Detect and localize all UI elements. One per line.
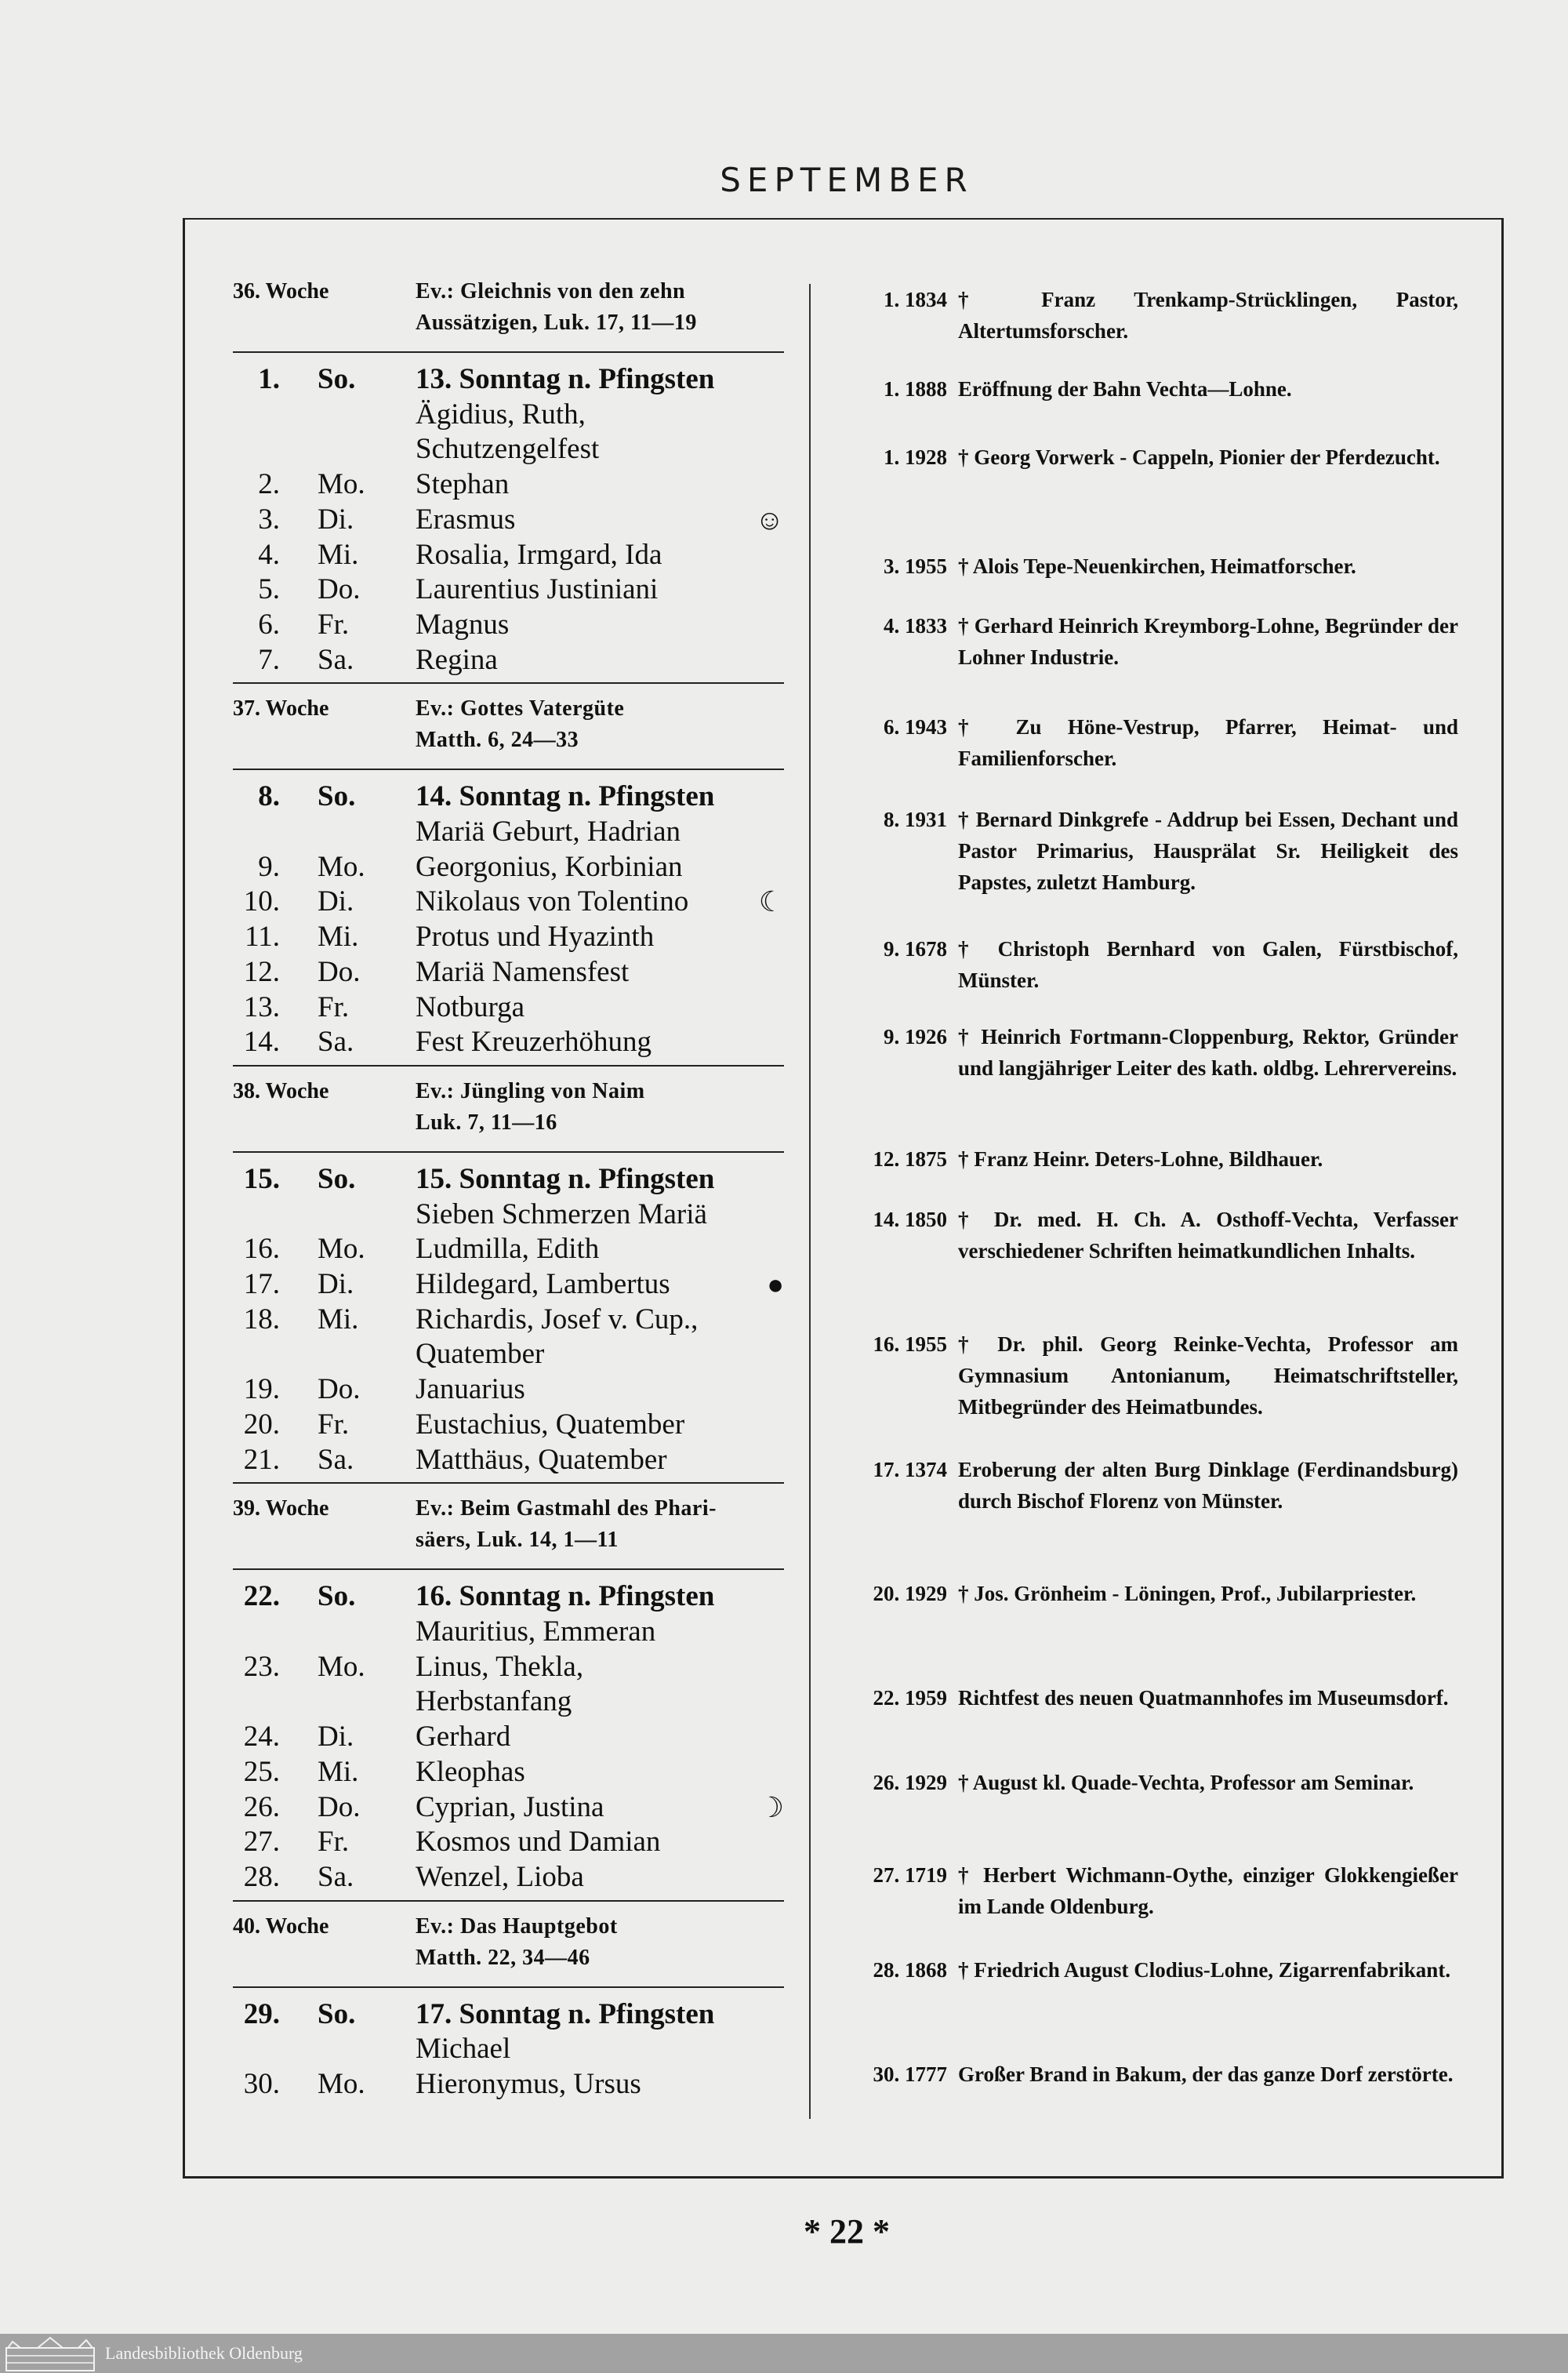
event-entry — [855, 804, 1458, 898]
day-number: 22. — [243, 1580, 280, 1613]
day-number: 23. — [243, 1650, 280, 1683]
saint-name: Mariä Namensfest — [416, 955, 630, 988]
event-entry — [855, 1021, 1458, 1084]
saint-name: Matthäus, Quatember — [416, 1443, 667, 1476]
weekday: Sa. — [318, 1443, 354, 1476]
saint-name: Eustachius, Quatember — [416, 1408, 685, 1441]
library-building-logo — [5, 2335, 96, 2371]
day-number: 25. — [243, 1755, 280, 1788]
week-label: 39. Woche — [233, 1496, 329, 1521]
day-number: 8. — [258, 780, 280, 813]
saint-name: Fest Kreuzerhöhung — [416, 1026, 652, 1059]
day-number: 19. — [243, 1373, 280, 1406]
weekday: Di. — [318, 503, 354, 536]
day-row — [233, 1860, 784, 1895]
day-row — [233, 990, 784, 1026]
weekday: Mo. — [318, 1233, 365, 1266]
saint-name: Cyprian, Justina — [416, 1790, 604, 1823]
event-text: † Jos. Grönheim - Löningen, Prof., Jubilarpriester. — [958, 1582, 1417, 1605]
section-rule — [233, 682, 784, 684]
event-text: † Gerhard Heinrich Kreymborg-Lohne, Begründer der Lohner Industrie. — [958, 614, 1458, 669]
saint-name: Richardis, Josef v. Cup., — [416, 1303, 699, 1335]
weekday: So. — [318, 1162, 356, 1195]
day-row — [233, 1025, 784, 1060]
section-rule — [233, 1151, 784, 1153]
day-row — [233, 850, 784, 885]
event-text: Eroberung der alten Burg Dinklage (Ferdinandsburg) durch Bischof Florenz von Münster. — [958, 1458, 1458, 1513]
day-number: 24. — [243, 1721, 280, 1753]
event-text: † Dr. phil. Georg Reinke-Vechta, Professor am Gymnasium Antonianum, Heimatschriftsteller, Mitbegründer des Heimatbundes. — [958, 1332, 1458, 1419]
library-footer-bar — [0, 2334, 1568, 2373]
week-label: 37. Woche — [233, 696, 329, 721]
weekday: Sa. — [318, 643, 354, 676]
weekday: Mi. — [318, 1303, 359, 1335]
day-number: 14. — [243, 1026, 280, 1059]
event-date: 8. 1931 — [884, 808, 947, 831]
gospel-reading — [416, 1076, 784, 1139]
day-number: 12. — [243, 955, 280, 988]
day-row — [233, 503, 784, 538]
day-number: 11. — [245, 921, 280, 954]
weekday: Mo. — [318, 468, 365, 501]
weekday: Mi. — [318, 538, 359, 571]
section-rule — [233, 769, 784, 770]
gospel-line: Luk. 7, 11—16 — [416, 1110, 557, 1135]
saint-name: Kosmos und Damian — [416, 1826, 661, 1859]
weekday: Fr. — [318, 608, 350, 641]
event-entry — [855, 1328, 1458, 1423]
day-number: 6. — [258, 608, 280, 641]
gospel-line: Ev.: Das Hauptgebot — [416, 1913, 618, 1939]
event-date: 4. 1833 — [884, 614, 947, 638]
week-header — [233, 1076, 784, 1147]
weekday: Do. — [318, 1790, 361, 1823]
event-date: 16. 1955 — [873, 1332, 947, 1356]
day-number: 17. — [243, 1268, 280, 1301]
saint-name: Linus, Thekla, — [416, 1650, 584, 1683]
day-row — [233, 2067, 784, 2102]
week-header — [233, 693, 784, 764]
saint-name: Nikolaus von Tolentino — [416, 885, 689, 918]
day-number: 27. — [243, 1826, 280, 1859]
section-rule — [233, 1482, 784, 1484]
gospel-line: Ev.: Gottes Vatergüte — [416, 696, 625, 721]
weekday: Do. — [318, 1373, 361, 1406]
day-number: 18. — [243, 1303, 280, 1335]
week-label: 38. Woche — [233, 1078, 329, 1103]
saint-name: Gerhard — [416, 1721, 511, 1753]
event-date: 12. 1875 — [873, 1147, 947, 1171]
saint-name: Georgonius, Korbinian — [416, 850, 683, 883]
day-number: 3. — [258, 503, 280, 536]
saint-name-continued: Michael — [416, 2033, 511, 2066]
gospel-line: Ev.: Beim Gastmahl des Phari- — [416, 1496, 717, 1521]
saint-name: Notburga — [416, 990, 525, 1023]
event-entry — [855, 551, 1458, 582]
event-text: † Herbert Wichmann-Oythe, einziger Glokkengießer im Lande Oldenburg. — [958, 1863, 1458, 1918]
day-number: 28. — [243, 1860, 280, 1893]
saint-name: 17. Sonntag n. Pfingsten — [416, 1997, 715, 2030]
saint-name-continued: Mariä Geburt, Hadrian — [416, 816, 681, 849]
day-row — [233, 885, 784, 920]
event-text: † Dr. med. H. Ch. A. Osthoff-Vechta, Verfasser verschiedener Schriften heimatkundlichen Inhalts. — [958, 1208, 1458, 1263]
day-row — [233, 1755, 784, 1790]
saint-name: Erasmus — [416, 503, 516, 536]
saint-name: Rosalia, Irmgard, Ida — [416, 538, 662, 571]
gospel-reading — [416, 693, 784, 756]
event-text: † August kl. Quade-Vechta, Professor am Seminar. — [958, 1771, 1414, 1794]
day-row — [233, 362, 784, 398]
saint-name-continued: Quatember — [416, 1338, 545, 1371]
week-header — [233, 276, 784, 347]
weekday: Fr. — [318, 1408, 350, 1441]
weekday: Fr. — [318, 990, 350, 1023]
weekday: Sa. — [318, 1026, 354, 1059]
event-text: † Zu Höne-Vestrup, Pfarrer, Heimat- und Familienforscher. — [958, 715, 1458, 770]
day-row — [233, 1372, 784, 1408]
event-entry — [855, 1954, 1458, 1986]
gospel-line: Matth. 22, 34—46 — [416, 1945, 590, 1970]
event-entry — [855, 2059, 1458, 2090]
event-text: Richtfest des neuen Quatmannhofes im Museumsdorf. — [958, 1686, 1449, 1710]
day-number: 2. — [258, 468, 280, 501]
event-date: 9. 1926 — [884, 1025, 947, 1048]
weekday: Di. — [318, 1268, 354, 1301]
saint-name: 16. Sonntag n. Pfingsten — [416, 1580, 715, 1613]
day-row — [233, 1790, 784, 1826]
page-number: * 22 * — [804, 2212, 890, 2251]
event-text: Eröffnung der Bahn Vechta—Lohne. — [958, 377, 1292, 401]
event-entry — [855, 442, 1458, 473]
gospel-line: Matth. 6, 24—33 — [416, 728, 579, 753]
day-number: 21. — [243, 1443, 280, 1476]
event-entry — [855, 1204, 1458, 1266]
saint-name: Hildegard, Lambertus — [416, 1268, 670, 1301]
day-row — [233, 467, 784, 503]
weekday: So. — [318, 780, 356, 813]
day-row — [233, 1303, 784, 1338]
week-header — [233, 1493, 784, 1564]
weekday: Fr. — [318, 1826, 350, 1859]
event-entry — [855, 1143, 1458, 1175]
day-row — [233, 920, 784, 955]
event-date: 17. 1374 — [873, 1458, 947, 1481]
month-title: SEPTEMBER — [720, 161, 974, 199]
event-text: † Heinrich Fortmann-Cloppenburg, Rektor, Gründer und langjähriger Leiter des kath. oldbg. Lehrervereins. — [958, 1025, 1458, 1080]
saint-name: Stephan — [416, 468, 510, 501]
gospel-line: Aussätzigen, Luk. 17, 11—19 — [416, 311, 697, 335]
last-quarter-moon-icon: ☾ — [758, 886, 784, 918]
gospel-reading — [416, 276, 784, 339]
saint-name-continued: Schutzengelfest — [416, 433, 600, 466]
saint-name-continued: Sieben Schmerzen Mariä — [416, 1197, 707, 1230]
event-text: † Georg Vorwerk - Cappeln, Pionier der Pferdezucht. — [958, 445, 1440, 469]
day-row — [233, 1997, 784, 2033]
section-rule — [233, 1986, 784, 1988]
day-number: 9. — [258, 850, 280, 883]
weekday: Di. — [318, 1721, 354, 1753]
saint-name: Wenzel, Lioba — [416, 1860, 584, 1893]
saint-name: Regina — [416, 643, 498, 676]
event-entry — [855, 711, 1458, 774]
day-number: 10. — [243, 885, 280, 918]
day-number: 15. — [243, 1162, 280, 1195]
calendar-days-column — [233, 276, 784, 2102]
column-divider — [809, 284, 811, 2119]
event-entry — [855, 1578, 1458, 1609]
gospel-line: Ev.: Jüngling von Naim — [416, 1078, 645, 1103]
saint-name: Protus und Hyazinth — [416, 921, 655, 954]
event-text: † Christoph Bernhard von Galen, Fürstbischof, Münster. — [958, 937, 1458, 992]
event-date: 27. 1719 — [873, 1863, 947, 1887]
event-text: † Friedrich August Clodius-Lohne, Zigarrenfabrikant. — [958, 1958, 1451, 1982]
event-date: 28. 1868 — [873, 1958, 947, 1982]
event-entry — [855, 1682, 1458, 1713]
event-date: 3. 1955 — [884, 554, 947, 578]
event-text: † Alois Tepe-Neuenkirchen, Heimatforscher. — [958, 554, 1356, 578]
day-row — [233, 1162, 784, 1197]
day-number: 1. — [258, 363, 280, 395]
day-number: 16. — [243, 1233, 280, 1266]
event-date: 30. 1777 — [873, 2062, 947, 2086]
event-entry — [855, 284, 1458, 347]
day-row — [233, 955, 784, 990]
saint-name: Januarius — [416, 1373, 525, 1406]
saint-name: 14. Sonntag n. Pfingsten — [416, 780, 715, 813]
event-entry — [855, 610, 1458, 673]
day-number: 13. — [243, 990, 280, 1023]
weekday: So. — [318, 363, 356, 395]
week-label: 40. Woche — [233, 1913, 329, 1939]
day-row — [233, 1720, 784, 1755]
day-number: 4. — [258, 538, 280, 571]
event-date: 9. 1678 — [884, 937, 947, 961]
day-row — [233, 1408, 784, 1443]
weekday: So. — [318, 1580, 356, 1613]
weekday: Mo. — [318, 2068, 365, 2101]
saint-name-continued: Ägidius, Ruth, — [416, 398, 586, 431]
new-moon-icon: ● — [767, 1269, 784, 1301]
weekday: Mo. — [318, 850, 365, 883]
day-number: 29. — [243, 1997, 280, 2030]
saint-name: 15. Sonntag n. Pfingsten — [416, 1162, 715, 1195]
week-label: 36. Woche — [233, 279, 329, 303]
saint-name: Hieronymus, Ursus — [416, 2068, 641, 2101]
gospel-line: säers, Luk. 14, 1—11 — [416, 1528, 619, 1553]
event-date: 1. 1834 — [884, 288, 947, 311]
day-row — [233, 608, 784, 643]
day-number: 7. — [258, 643, 280, 676]
library-name: Landesbibliothek Oldenburg — [105, 2343, 303, 2363]
event-date: 1. 1888 — [884, 377, 947, 401]
weekday: Di. — [318, 885, 354, 918]
weekday: Mi. — [318, 921, 359, 954]
section-rule — [233, 1900, 784, 1902]
full-moon-icon: ☺ — [755, 503, 784, 536]
weekday: Do. — [318, 955, 361, 988]
gospel-reading — [416, 1493, 784, 1556]
gospel-reading — [416, 1911, 784, 1974]
day-number: 26. — [243, 1790, 280, 1823]
day-row — [233, 1443, 784, 1478]
event-entry — [855, 933, 1458, 996]
event-text: † Franz Heinr. Deters-Lohne, Bildhauer. — [958, 1147, 1323, 1171]
day-number: 30. — [243, 2068, 280, 2101]
event-text: † Franz Trenkamp-Strücklingen, Pastor, Altertumsforscher. — [958, 288, 1458, 343]
saint-name-continued: Herbstanfang — [416, 1685, 572, 1718]
day-row — [233, 643, 784, 678]
event-entry — [855, 373, 1458, 405]
saint-name: Kleophas — [416, 1755, 525, 1788]
section-rule — [233, 1065, 784, 1067]
saint-name-continued: Mauritius, Emmeran — [416, 1615, 656, 1648]
first-quarter-moon-icon: ☽ — [758, 1791, 784, 1823]
event-date: 6. 1943 — [884, 715, 947, 739]
saint-name: Laurentius Justiniani — [416, 573, 659, 606]
event-entry — [855, 1767, 1458, 1798]
event-date: 26. 1929 — [873, 1771, 947, 1794]
day-row — [233, 1232, 784, 1267]
weekday: So. — [318, 1997, 356, 2030]
day-number: 20. — [243, 1408, 280, 1441]
day-number: 5. — [258, 573, 280, 606]
weekday: Mi. — [318, 1755, 359, 1788]
event-text: † Bernard Dinkgrefe - Addrup bei Essen, Dechant und Pastor Primarius, Hausprälat Sr. Heiligkeit des Papstes, zuletzt Hamburg. — [958, 808, 1458, 894]
event-date: 14. 1850 — [873, 1208, 947, 1231]
section-rule — [233, 1568, 784, 1570]
day-row — [233, 1579, 784, 1615]
event-date: 22. 1959 — [873, 1686, 947, 1710]
day-row — [233, 779, 784, 815]
day-row — [233, 1825, 784, 1860]
gospel-line: Ev.: Gleichnis von den zehn — [416, 279, 686, 303]
day-row — [233, 1650, 784, 1685]
weekday: Sa. — [318, 1860, 354, 1893]
saint-name: Ludmilla, Edith — [416, 1233, 600, 1266]
event-date: 1. 1928 — [884, 445, 947, 469]
event-entry — [855, 1859, 1458, 1922]
weekday: Do. — [318, 573, 361, 606]
week-header — [233, 1911, 784, 1982]
event-text: Großer Brand in Bakum, der das ganze Dorf zerstörte. — [958, 2062, 1454, 2086]
day-row — [233, 572, 784, 608]
day-row — [233, 1267, 784, 1303]
saint-name: 13. Sonntag n. Pfingsten — [416, 363, 715, 395]
event-entry — [855, 1454, 1458, 1517]
event-date: 20. 1929 — [873, 1582, 947, 1605]
section-rule — [233, 351, 784, 353]
saint-name: Magnus — [416, 608, 510, 641]
weekday: Mo. — [318, 1650, 365, 1683]
day-row — [233, 538, 784, 573]
